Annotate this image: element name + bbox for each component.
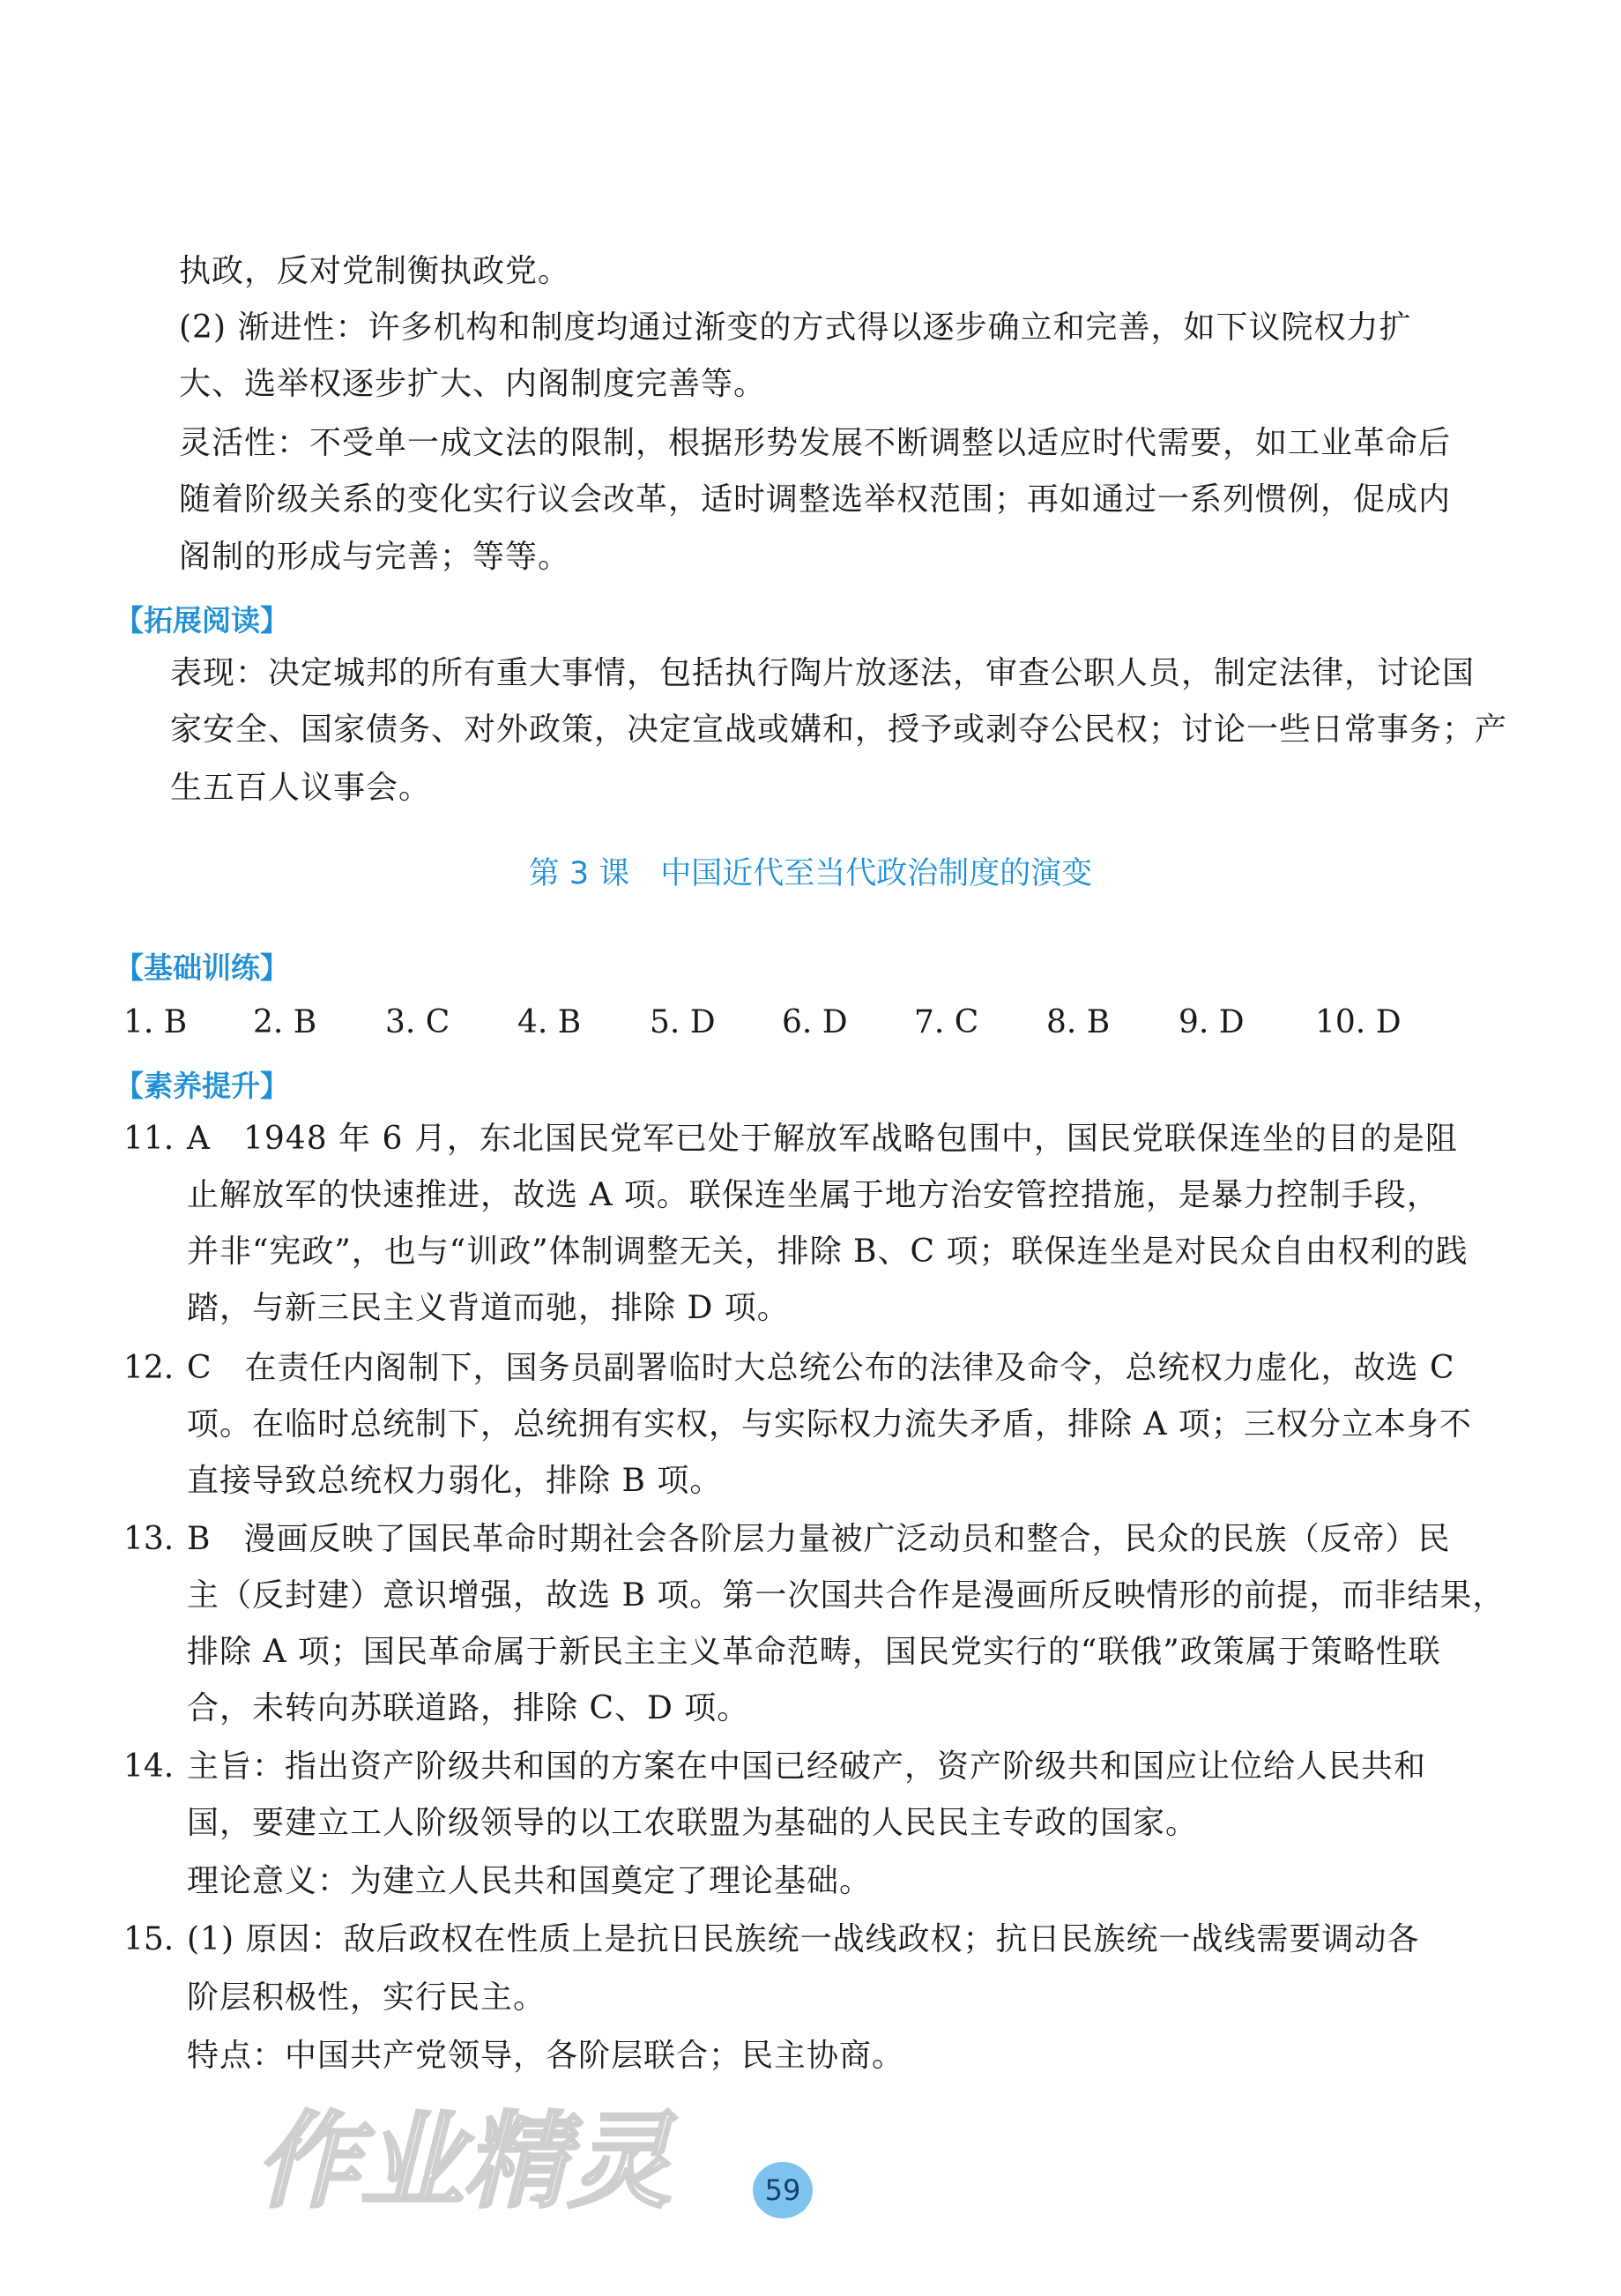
answer-item: 10. D <box>1315 1004 1402 1040</box>
text-line: (2) 渐进性：许多机构和制度均通过渐变的方式得以逐步确立和完善，如下议院权力扩 <box>179 309 1412 346</box>
text-line: 理论意义：为建立人民共和国奠定了理论基础。 <box>187 1863 873 1899</box>
text-line: 主旨：指出资产阶级共和国的方案在中国已经破产，资产阶级共和国应让位给人民共和 <box>187 1748 1427 1785</box>
text-line: C 在责任内阁制下，国务员副署临时大总统公布的法律及命令，总统权力虚化，故选 C <box>187 1350 1455 1386</box>
question-number: 15. <box>123 1921 175 1957</box>
answer-item: 9. D <box>1179 1004 1245 1040</box>
answer-item: 1. B <box>123 1004 188 1040</box>
text-line: 生五百人议事会。 <box>170 770 432 806</box>
question-number: 12. <box>123 1350 175 1386</box>
text-line: 灵活性：不受单一成文法的限制，根据形势发展不断调整以适应时代需要，如工业革命后 <box>179 425 1452 461</box>
answer-row <box>123 1002 1428 1044</box>
text-line: 随着阶级关系的变化实行议会改革，适时调整选举权范围；再如通过一系列惯例，促成内 <box>179 481 1452 518</box>
section-heading-extended-reading: 【拓展阅读】 <box>115 603 289 637</box>
text-line: 项。在临时总统制下，总统拥有实权，与实际权力流失矛盾，排除 A 项；三权分立本身不 <box>187 1406 1472 1442</box>
answer-item: 4. B <box>517 1004 582 1040</box>
answer-item: 8. B <box>1046 1004 1111 1040</box>
question-number: 11. <box>123 1121 175 1157</box>
lesson-title: 第 3 课 中国近代至当代政治制度的演变 <box>528 856 1093 891</box>
text-line: 特点：中国共产党领导，各阶层联合；民主协商。 <box>187 2038 905 2074</box>
question-number: 13. <box>123 1521 175 1557</box>
answer-item: 7. C <box>914 1004 979 1040</box>
text-line: 合，未转向苏联道路，排除 C、D 项。 <box>187 1690 750 1726</box>
text-line: 排除 A 项；国民革命属于新民主主义革命范畴，国民党实行的“联俄”政策属于策略性联 <box>187 1634 1441 1670</box>
text-line: 阶层积极性，实行民主。 <box>187 1979 547 2016</box>
text-line: 主（反封建）意识增强，故选 B 项。第一次国共合作是漫画所反映情形的前提，而非结果， <box>187 1577 1506 1614</box>
question-number: 14. <box>123 1748 175 1785</box>
answer-item: 3. C <box>385 1004 450 1040</box>
text-line: 直接导致总统权力弱化，排除 B 项。 <box>187 1463 723 1499</box>
watermark-logo <box>247 2098 740 2222</box>
text-line: 家安全、国家债务、对外政策，决定宣战或媾和，授予或剥夺公民权；讨论一些日常事务；产 <box>170 712 1508 748</box>
text-line: 国，要建立工人阶级领导的以工农联盟为基础的人民民主专政的国家。 <box>187 1805 1199 1841</box>
answer-item: 5. D <box>650 1004 716 1040</box>
text-line: 并非“宪政”，也与“训政”体制调整无关，排除 B、C 项；联保连坐是对民众自由权利的践 <box>187 1234 1469 1270</box>
text-line: A 1948 年 6 月，东北国民党军已处于解放军战略包围中，国民党联保连坐的目的是阻 <box>187 1121 1458 1157</box>
page-number-badge: 59 <box>753 2162 813 2218</box>
answer-item: 2. B <box>253 1004 317 1040</box>
text-line: 踏，与新三民主义背道而驰，排除 D 项。 <box>187 1290 790 1326</box>
answer-item: 6. D <box>782 1004 848 1040</box>
watermark-logo-text: 作业精灵 <box>256 2100 673 2222</box>
section-heading-basic-training: 【基础训练】 <box>115 950 289 985</box>
text-line: B 漫画反映了国民革命时期社会各阶层力量被广泛动员和整合，民众的民族（反帝）民 <box>187 1521 1451 1557</box>
text-line: 大、选举权逐步扩大、内阁制度完善等。 <box>179 366 767 402</box>
text-line: 表现：决定城邦的所有重大事情，包括执行陶片放逐法，审查公职人员，制定法律，讨论国 <box>170 655 1476 691</box>
section-heading-literacy: 【素养提升】 <box>115 1069 289 1103</box>
text-line: 止解放军的快速推进，故选 A 项。联保连坐属于地方治安管控措施，是暴力控制手段， <box>187 1177 1439 1213</box>
text-line: 执政，反对党制衡执政党。 <box>179 253 571 289</box>
text-line: 阁制的形成与完善；等等。 <box>179 539 571 575</box>
text-line: (1) 原因：敌后政权在性质上是抗日民族统一战线政权；抗日民族统一战线需要调动各 <box>187 1921 1420 1957</box>
